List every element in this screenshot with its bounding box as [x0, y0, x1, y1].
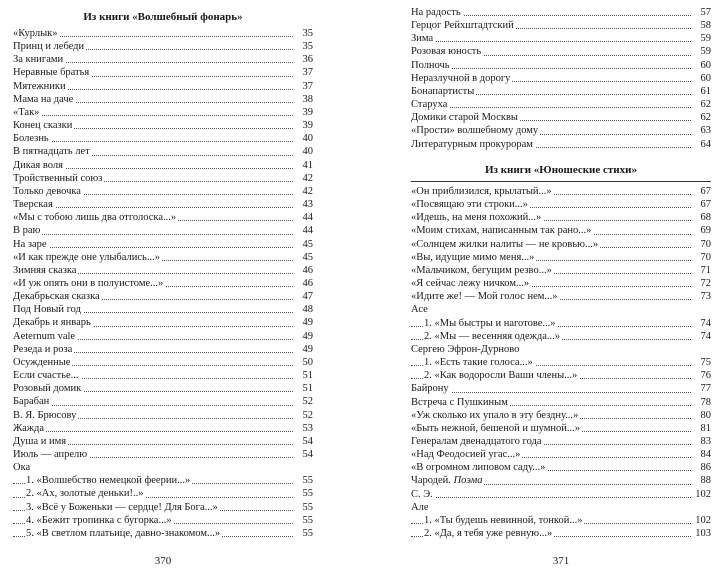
toc-entry: [411, 32, 711, 45]
dot-leader: [411, 68, 691, 69]
toc-entry-title: «Солнцем жилки налиты — не кровью...»: [411, 238, 599, 250]
toc-entry-title: Тверская: [13, 199, 53, 211]
toc-entry: [13, 316, 313, 329]
toc-entry-title: «Посвящаю эти строки...»: [411, 199, 528, 211]
toc-page-number: 77: [693, 382, 711, 395]
toc-page-number: 42: [295, 172, 313, 185]
toc-entry-title: Розовый домик: [13, 383, 82, 395]
toc-page-number: 43: [295, 198, 313, 211]
toc-page-number: 60: [693, 59, 711, 72]
toc-subentry: [13, 474, 313, 487]
toc-page-number: 76: [693, 369, 711, 382]
toc-page-number: 42: [295, 185, 313, 198]
toc-entry: [411, 59, 711, 72]
toc-page-number: 86: [693, 461, 711, 474]
toc-page-number: 88: [693, 474, 711, 487]
toc-entry: [13, 369, 313, 382]
toc-entry-title: Декабрьская сказка: [13, 291, 100, 303]
toc-entry-title: Розовая юность: [411, 46, 482, 58]
toc-entry-title: «Мальчиком, бегущим резво...»: [411, 264, 552, 276]
toc-entry: [13, 303, 313, 316]
toc-entry: [411, 6, 711, 19]
toc-entry-title: Але: [411, 501, 429, 513]
toc-entry-title: Чародей. Поэма: [411, 475, 483, 487]
toc-page-number: 67: [693, 185, 711, 198]
toc-entry-title: «Над Феодосией угас...»: [411, 449, 521, 461]
toc-page-number: 64: [693, 138, 711, 151]
toc-entry: [13, 395, 313, 408]
toc-entry-title: Осужденные: [13, 356, 71, 368]
dot-leader: [411, 41, 691, 42]
toc-page-number: 74: [693, 317, 711, 330]
toc-page-number: 41: [295, 159, 313, 172]
toc-page-number: 49: [295, 343, 313, 356]
toc-page-number: 58: [693, 19, 711, 32]
toc-entry: [13, 264, 313, 277]
toc-entry: [13, 53, 313, 66]
section-heading-youthful-verses: Из книги «Юношеские стихи»: [484, 164, 637, 176]
toc-entry-title: «Идите же! — Мой голос нем...»: [411, 291, 558, 303]
toc-entry-title: Зимняя сказка: [13, 264, 77, 276]
toc-page-number: 62: [693, 111, 711, 124]
toc-entry: [13, 172, 313, 185]
toc-entry-title: «Вы, идущие мимо меня...»: [411, 251, 535, 263]
toc-subentry: [411, 330, 711, 343]
toc-entry: [13, 93, 313, 106]
toc-entry-title: Жажда: [13, 422, 45, 434]
toc-entry: [13, 409, 313, 422]
toc-entry-title: 1. «Мы быстры и наготове...»: [424, 317, 556, 329]
toc-page-number: 52: [295, 395, 313, 408]
toc-page-number: 60: [693, 72, 711, 85]
toc-entry-title: Зима: [411, 33, 434, 45]
toc-entry: [411, 124, 711, 137]
page-number-left: 370: [154, 555, 172, 567]
toc-entry: [411, 409, 711, 422]
toc-page-number: 102: [693, 514, 711, 527]
toc-entry: [411, 138, 711, 151]
toc-entry-title: Старуха: [411, 99, 448, 111]
dot-leader: [13, 141, 293, 142]
toc-entry-title: С. Э.: [411, 488, 433, 500]
toc-page-number: 35: [295, 27, 313, 40]
toc-entry: [13, 145, 313, 158]
toc-page-number: 54: [295, 448, 313, 461]
toc-entry: [411, 474, 711, 487]
toc-entry: [411, 435, 711, 448]
toc-page-number: 55: [295, 527, 313, 540]
toc-entry-title: Бонапартисты: [411, 85, 475, 97]
toc-subentry: [411, 514, 711, 527]
right-page: [411, 0, 711, 580]
toc-page-number: 59: [693, 32, 711, 45]
toc-entry-title: Если счастье...: [13, 370, 79, 382]
toc-page-number: 78: [693, 396, 711, 409]
toc-page-number: 55: [295, 474, 313, 487]
toc-page-number: 46: [295, 264, 313, 277]
toc-entry: [13, 198, 313, 211]
toc-entry: [13, 224, 313, 237]
toc-subentry: [411, 317, 711, 330]
toc-page-number: 35: [295, 40, 313, 53]
toc-entry-title: Aeternum vale: [13, 330, 76, 342]
toc-entry-title: Ока: [13, 462, 31, 474]
toc-entry: [13, 211, 313, 224]
toc-subentry: [13, 527, 313, 540]
toc-page-number: 70: [693, 251, 711, 264]
toc-entry-title: В раю: [13, 225, 41, 237]
toc-entry: [411, 396, 711, 409]
toc-entry-title: «Курлык»: [13, 28, 58, 39]
toc-entry-title: «Идешь, на меня похожий...»: [411, 212, 542, 224]
toc-entry-title: «И уж опять они в полуистоме...»: [13, 277, 164, 289]
toc-entry-title: Июль — апрелю: [13, 449, 88, 460]
toc-entry-title: Резеда и роза: [13, 343, 73, 355]
toc-entry-title: На радость: [411, 7, 461, 18]
toc-entry-title: «Так»: [13, 106, 40, 118]
dot-leader: [411, 497, 691, 498]
toc-entry-title: Барабан: [13, 396, 50, 408]
toc-page-number: 51: [295, 382, 313, 395]
toc-page-number: 39: [295, 106, 313, 119]
toc-entry: [411, 185, 711, 198]
toc-entry-title: «Прости» волшебному дому: [411, 125, 539, 137]
toc-page-number: 37: [295, 66, 313, 79]
toc-entry-title: Болезнь: [13, 133, 49, 145]
toc-subentry: [13, 514, 313, 527]
toc-entry: [411, 264, 711, 277]
toc-entry: [13, 119, 313, 132]
toc-entry: [411, 238, 711, 251]
toc-entry: [411, 277, 711, 290]
toc-entry: [411, 198, 711, 211]
toc-entry: [411, 290, 711, 303]
toc-page-number: 40: [295, 145, 313, 158]
toc-entry-title: Генералам двенадцатого года: [411, 435, 542, 447]
toc-entry: [411, 211, 711, 224]
toc-page-number: 103: [693, 527, 711, 540]
toc-entry-title: В пятнадцать лет: [13, 146, 90, 158]
toc-entry: [13, 132, 313, 145]
toc-entry-title: В. Я. Брюсову: [13, 409, 77, 421]
toc-list-right: [411, 185, 711, 540]
toc-page-number: 47: [295, 290, 313, 303]
toc-page-number: 55: [295, 487, 313, 500]
toc-entry: [13, 422, 313, 435]
toc-entry-title: 3. «Всё у Боженьки — сердце! Для Бога...»: [26, 501, 218, 513]
toc-entry-title: Сергею Эфрон-Дурново: [411, 343, 520, 355]
toc-entry: [411, 422, 711, 435]
toc-entry-title: Душа и имя: [13, 435, 67, 447]
toc-page-number: 63: [693, 124, 711, 137]
toc-entry: [13, 40, 313, 53]
toc-entry-title: Асе: [411, 304, 428, 316]
toc-page-number: 45: [295, 238, 313, 251]
toc-page-number: 49: [295, 316, 313, 329]
toc-entry-title: Литературным прокурорам: [411, 138, 533, 150]
toc-entry-title: Только девочка: [13, 185, 81, 197]
toc-page-number: 83: [693, 435, 711, 448]
toc-page-number: 80: [693, 409, 711, 422]
toc-entry: [411, 45, 711, 58]
page-number-right: 371: [552, 555, 570, 567]
toc-page-number: 84: [693, 448, 711, 461]
toc-entry: [13, 238, 313, 251]
toc-entry: [13, 448, 313, 461]
toc-entry-title: «Уж сколько их упало в эту бездну...»: [411, 409, 579, 421]
toc-entry: [13, 277, 313, 290]
toc-entry-title: 2. «Как водоросли Ваши члены...»: [424, 370, 578, 382]
toc-entry: [13, 382, 313, 395]
toc-entry: [13, 80, 313, 93]
toc-page-number: 74: [693, 330, 711, 343]
toc-entry: [411, 382, 711, 395]
toc-entry: [13, 185, 313, 198]
toc-page-number: 62: [693, 98, 711, 111]
toc-page-number: 75: [693, 356, 711, 369]
toc-entry: [411, 85, 711, 98]
toc-entry-title: Мятежники: [13, 80, 66, 92]
toc-entry-title: Встреча с Пушкиным: [411, 396, 508, 408]
toc-subentry: [411, 356, 711, 369]
toc-page-number: 50: [295, 356, 313, 369]
toc-entry: [411, 111, 711, 124]
toc-entry-title: «Быть нежной, бешеной и шумной...»: [411, 422, 581, 434]
toc-page-number: 70: [693, 238, 711, 251]
toc-page-number: 45: [295, 251, 313, 264]
toc-page-number: 39: [295, 119, 313, 132]
toc-page-number: 69: [693, 224, 711, 237]
toc-entry: [13, 330, 313, 343]
toc-entry-title: Байрону: [411, 383, 449, 395]
toc-entry: [411, 19, 711, 32]
toc-entry: [411, 303, 711, 316]
toc-page-number: 73: [693, 290, 711, 303]
dot-leader: [411, 107, 691, 108]
toc-entry: [13, 251, 313, 264]
toc-entry-title: «И как прежде оне улыбались...»: [13, 251, 160, 263]
toc-page-number: 36: [295, 53, 313, 66]
toc-page-number: 44: [295, 211, 313, 224]
toc-page-number: 52: [295, 409, 313, 422]
toc-page-number: 72: [693, 277, 711, 290]
toc-entry-title: Герцог Рейхштадтский: [411, 20, 514, 32]
toc-page-number: 55: [295, 514, 313, 527]
toc-subentry: [411, 527, 711, 540]
toc-entry: [13, 106, 313, 119]
toc-entry: [411, 72, 711, 85]
toc-entry-title: Декабрь и январь: [13, 317, 91, 329]
toc-entry: [13, 461, 313, 474]
toc-page-number: 51: [295, 369, 313, 382]
toc-entry-genre: Поэма: [453, 475, 483, 487]
toc-entry-title: На заре: [13, 238, 47, 250]
toc-entry-title: 1. «Есть такие голоса...»: [424, 357, 533, 369]
toc-entry-title: Дикая воля: [13, 159, 63, 171]
toc-entry-title: «Моим стихам, написанным так рано...»: [411, 225, 592, 237]
toc-entry: [13, 356, 313, 369]
toc-entry-title: Под Новый год: [13, 304, 81, 316]
toc-page-number: 40: [295, 132, 313, 145]
toc-page-number: 68: [693, 211, 711, 224]
toc-page-number: 44: [295, 224, 313, 237]
toc-page-number: 61: [693, 85, 711, 98]
dot-leader: [411, 392, 691, 393]
toc-page-number: 38: [295, 93, 313, 106]
section-heading-magic-lantern: Из книги «Волшебный фонарь»: [83, 11, 243, 23]
toc-page-number: 81: [693, 422, 711, 435]
toc-entry: [411, 98, 711, 111]
toc-page-number: 55: [295, 501, 313, 514]
toc-entry-title: За книгами: [13, 54, 64, 66]
left-page: [13, 0, 313, 580]
toc-subentry: [13, 487, 313, 500]
toc-entry-title: Принц и лебеди: [13, 41, 85, 53]
toc-entry: [411, 343, 711, 356]
toc-page-number: 71: [693, 264, 711, 277]
toc-entry-title: Конец сказки: [13, 120, 73, 132]
dot-leader: [13, 405, 293, 406]
toc-entry: [411, 224, 711, 237]
toc-entry-title: Домики старой Москвы: [411, 112, 518, 124]
toc-page-number: 67: [693, 198, 711, 211]
toc-entry: [411, 251, 711, 264]
toc-entry: [411, 501, 711, 514]
dot-leader: [13, 234, 293, 235]
toc-entry-title: Тройственный союз: [13, 172, 103, 184]
toc-entry: [13, 435, 313, 448]
toc-page-number: 102: [693, 488, 711, 501]
toc-page-number: 37: [295, 80, 313, 93]
toc-page-number: 54: [295, 435, 313, 448]
toc-entry-title: 2. «Да, я тебя уже ревную...»: [424, 528, 553, 540]
dot-leader: [13, 207, 293, 208]
toc-page-number: 57: [693, 6, 711, 19]
toc-page-number: 53: [295, 422, 313, 435]
toc-entry: [13, 290, 313, 303]
dot-leader: [13, 115, 293, 116]
toc-entry-title: Полночь: [411, 59, 450, 71]
toc-entry-title: «Он приблизился, крылатый...»: [411, 186, 552, 197]
toc-page-number: 48: [295, 303, 313, 316]
toc-page-number: 59: [693, 45, 711, 58]
toc-page-number: 46: [295, 277, 313, 290]
toc-entry: [13, 27, 313, 40]
dot-leader: [13, 431, 293, 432]
toc-entry: [13, 66, 313, 79]
toc-entry: [411, 461, 711, 474]
toc-entry-title: 2. «Мы — весенняя одежда...»: [424, 330, 561, 342]
toc-entry-title: 2. «Ах, золотые деньки!..»: [26, 488, 144, 500]
toc-entry-title: «Мы с тобою лишь два отголоска...»: [13, 212, 177, 224]
divider-rule: [411, 181, 711, 182]
toc-entry: [411, 448, 711, 461]
toc-entry-title: Неразлучной в дорогу: [411, 72, 511, 84]
toc-subentry: [411, 369, 711, 382]
toc-entry-title: 1. «Волшебство немецкой феерии...»: [26, 475, 191, 487]
dot-leader: [13, 247, 293, 248]
toc-entry: [13, 343, 313, 356]
toc-entry: [411, 488, 711, 501]
toc-entry-title: 4. «Бежит тропинка с бугорка...»: [26, 514, 172, 526]
toc-entry-title: 5. «В светлом платьице, давно-знакомом...»: [26, 527, 221, 539]
toc-entry-title: «В огромном липовом саду...»: [411, 462, 546, 474]
toc-list-left: [13, 27, 313, 540]
toc-list-right-top: [411, 6, 711, 151]
toc-entry-title: 1. «Ты будешь невинной, тонкой...»: [424, 514, 583, 526]
toc-entry-title: «Я сейчас лежу ничком...»: [411, 278, 530, 290]
toc-entry: [13, 159, 313, 172]
toc-subentry: [13, 501, 313, 514]
toc-entry-title: Мама на даче: [13, 93, 74, 105]
toc-page-number: 49: [295, 330, 313, 343]
toc-entry-title: Неравные братья: [13, 67, 90, 79]
